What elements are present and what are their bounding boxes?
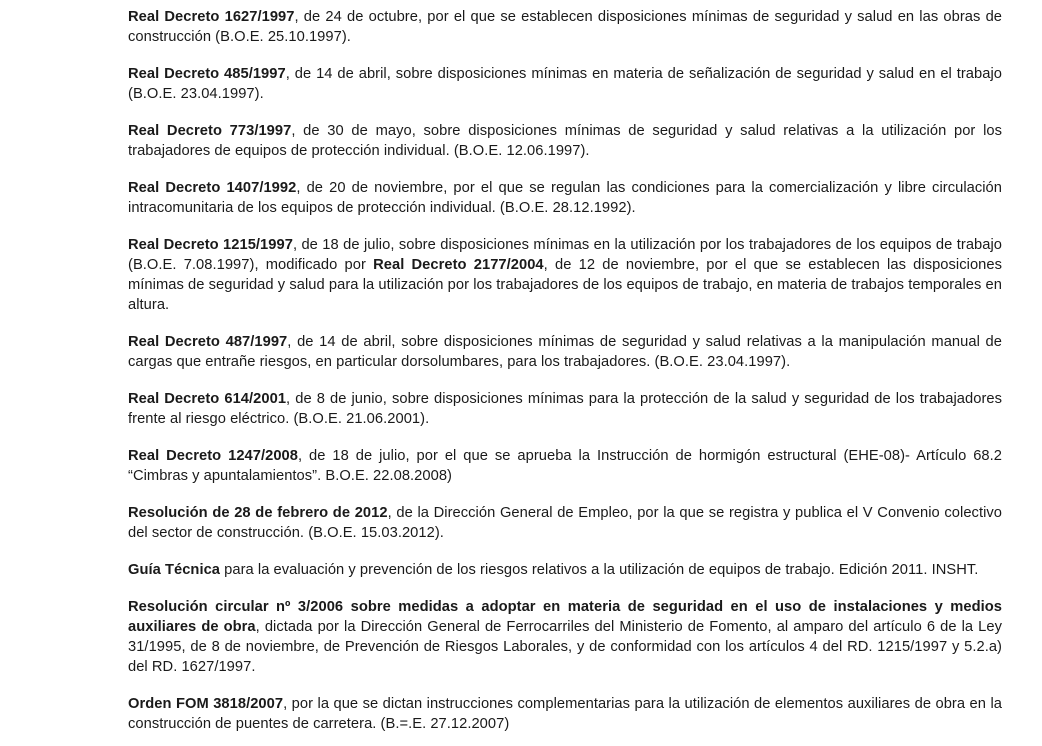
regulation-paragraph	[128, 236, 1002, 316]
regulation-paragraph	[128, 598, 1002, 678]
regulation-title: Resolución de 28 de febrero de 2012	[128, 504, 388, 521]
regulation-title: Resolución circular nº 3/2006 sobre medidas a adoptar en materia de seguridad en el uso de instalaciones y medios auxiliares de obra	[128, 598, 1002, 635]
regulation-paragraph	[128, 179, 1002, 219]
regulation-body-text: , de 24 de octubre, por el que se establecen disposiciones mínimas de seguridad y salud en las obras de construcción (B.O.E. 25.10.1997).	[128, 9, 1003, 45]
regulation-paragraph	[128, 65, 1002, 105]
regulation-paragraph	[128, 561, 1002, 581]
regulation-title: Real Decreto 1247/2008	[128, 447, 298, 464]
regulation-body-text: , de 12 de noviembre, por el que se establecen las disposiciones mínimas de seguridad y salud para la utilización por los trabajadores de los equipos de trabajo, en materia de trabajos temporales en altura.	[128, 256, 1002, 313]
regulation-paragraph	[128, 695, 1002, 735]
regulation-body-text: , de 14 de abril, sobre disposiciones mínimas en materia de señalización de seguridad y salud en el trabajo (B.O.E. 23.04.1997).	[128, 65, 1002, 102]
regulation-title: Real Decreto 773/1997	[128, 122, 292, 139]
regulation-title: Real Decreto 1627/1997	[128, 9, 295, 25]
regulation-title: Guía Técnica	[128, 561, 221, 578]
regulation-paragraph	[128, 447, 1002, 487]
regulation-body-text: , de 18 de julio, sobre disposiciones mínimas en la utilización por los trabajadores de los equipos de trabajo (B.O.E. 7.08.1997), modificado por	[128, 236, 1003, 273]
regulation-title: Orden FOM 3818/2007	[128, 695, 284, 712]
regulation-title: Real Decreto 487/1997	[128, 333, 288, 350]
regulation-body-text: , por la que se dictan instrucciones complementarias para la utilización de elementos auxiliares de obra en la construcción de puentes de carretera. (B.=.E. 27.12.2007)	[128, 695, 1002, 732]
regulation-paragraph	[128, 390, 1002, 430]
regulation-body-text: , de 20 de noviembre, por el que se regulan las condiciones para la comercialización y libre circulación intracomunitaria de los equipos de protección individual. (B.O.E. 28.12.1992).	[128, 179, 1002, 216]
regulation-body-text: , dictada por la Dirección General de Ferrocarriles del Ministerio de Fomento, al amparo del artículo 6 de la Ley 31/1995, de 8 de noviembre, de Prevención de Riesgos Laborales, y de conformidad con los artículos 4 del RD. 1215/1997 y 5.2.a) del RD. 1627/1997.	[128, 618, 1002, 675]
regulation-body-text: , de 8 de junio, sobre disposiciones mínimas para la protección de la salud y seguridad de los trabajadores frente al riesgo eléctrico. (B.O.E. 21.06.2001).	[128, 390, 1003, 427]
regulation-paragraph	[128, 122, 1002, 162]
regulation-title: Real Decreto 2177/2004	[373, 256, 544, 273]
regulation-body-text: , de 30 de mayo, sobre disposiciones mínimas de seguridad y salud relativas a la utilización por los trabajadores de equipos de protección individual. (B.O.E. 12.06.1997).	[128, 122, 1002, 159]
regulation-list	[128, 8, 1002, 735]
regulation-paragraph	[128, 333, 1002, 373]
regulation-title: Real Decreto 1215/1997	[128, 236, 293, 253]
regulation-paragraph	[128, 8, 1002, 48]
regulation-body-text: , de 18 de julio, por el que se aprueba la Instrucción de hormigón estructural (EHE-08)- Artículo 68.2 “Cimbras y apuntalamientos”. B.O.E. 22.08.2008)	[128, 447, 1002, 484]
regulation-body-text: , de 14 de abril, sobre disposiciones mínimas de seguridad y salud relativas a la manipulación manual de cargas que entrañe riesgos, en particular dorsolumbares, para los trabajadores. (B.O.E. 23.04.1997).	[128, 333, 1002, 370]
regulation-title: Real Decreto 614/2001	[128, 390, 287, 407]
regulation-body-text: , de la Dirección General de Empleo, por la que se registra y publica el V Convenio colectivo del sector de construcción. (B.O.E. 15.03.2012).	[128, 504, 1002, 541]
regulation-body-text: para la evaluación y prevención de los riesgos relativos a la utilización de equipos de trabajo. Edición 2011. INSHT.	[220, 561, 979, 578]
regulation-title: Real Decreto 1407/1992	[128, 179, 297, 196]
regulation-title: Real Decreto 485/1997	[128, 65, 286, 82]
regulation-paragraph	[128, 504, 1002, 544]
